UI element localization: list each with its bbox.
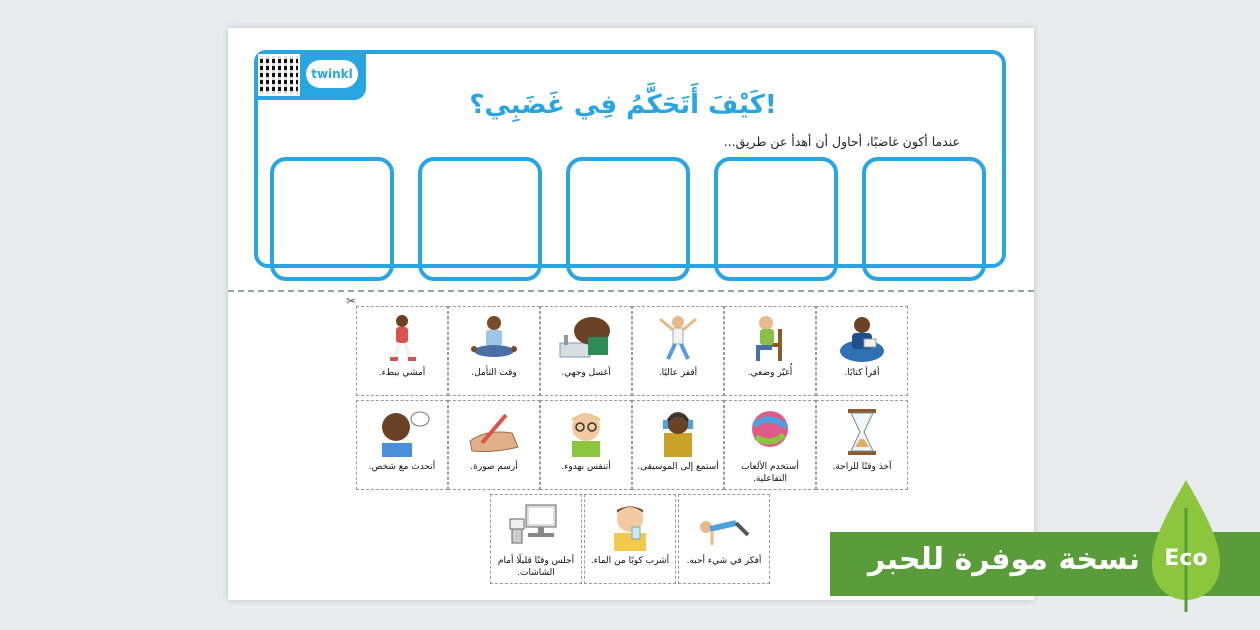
reading-child-icon [834, 313, 890, 363]
strategy-card[interactable] [632, 400, 724, 490]
strategy-card[interactable] [356, 400, 448, 490]
worksheet-frame [254, 50, 1006, 268]
child-headphones-icon [650, 407, 706, 457]
card-label: وقت التأمل. [471, 368, 517, 378]
computer-icon [508, 501, 564, 551]
talking-child-icon [374, 407, 430, 457]
strategy-card[interactable] [356, 306, 448, 396]
child-on-chair-icon [742, 313, 798, 363]
answer-box-2[interactable] [714, 157, 838, 281]
worksheet-subtitle: عندما أكون غاضبًا، أحاول أن أهدأ عن طريق... [723, 134, 960, 149]
card-label: أستخدم الألعاب التفاعلية. [741, 462, 799, 484]
strategy-card[interactable] [490, 494, 582, 584]
jumping-child-icon [650, 313, 706, 363]
strategy-card[interactable] [632, 306, 724, 396]
eco-banner-text: نسخة موفرة للحبر [868, 542, 1140, 577]
drawing-hand-icon [466, 407, 522, 457]
yoga-child-icon [696, 501, 752, 551]
card-label: أشرب كوبًا من الماء. [590, 556, 670, 566]
answer-box-3[interactable] [566, 157, 690, 281]
card-label: أتنفس بهدوء. [561, 462, 611, 472]
brand-logo: twinkl [306, 60, 358, 88]
answer-box-5[interactable] [270, 157, 394, 281]
card-label: أتحدث مع شخص. [368, 462, 436, 472]
card-label: أُغيّر وضعي. [747, 368, 793, 378]
card-label: أستمع إلى الموسيقى. [637, 462, 719, 472]
strategy-card[interactable] [724, 400, 816, 490]
card-label: أقرأ كتابًا. [844, 368, 880, 378]
strategy-card[interactable] [724, 306, 816, 396]
strategy-card[interactable] [540, 400, 632, 490]
strategy-card[interactable] [540, 306, 632, 396]
washing-face-icon [558, 313, 614, 363]
child-drinking-icon [602, 501, 658, 551]
leaf-icon [1146, 478, 1226, 612]
card-label: أجلس وقتًا قليلًا أمام الشاشات. [497, 556, 575, 578]
qr-code-icon [260, 56, 298, 94]
brand-tab [254, 50, 366, 100]
strategy-card[interactable] [448, 400, 540, 490]
worksheet-title: كَيْفَ أَتَحَكَّمُ فِي غَضَبِي؟! [469, 90, 777, 120]
strategy-card[interactable] [584, 494, 676, 584]
strategy-card[interactable] [678, 494, 770, 584]
card-label: أفكر في شيء أحبه. [686, 556, 762, 566]
meditating-child-icon [466, 313, 522, 363]
card-label: أرسم صورة. [470, 462, 518, 472]
stress-ball-icon [742, 407, 798, 457]
child-glasses-icon [558, 407, 614, 457]
walking-child-icon [374, 313, 430, 363]
hourglass-icon [834, 407, 890, 457]
strategy-card[interactable] [816, 306, 908, 396]
card-label: آخذ وقتًا للراحة. [832, 462, 892, 472]
scissors-icon: ✂ [346, 294, 357, 308]
eco-word: Eco [1164, 546, 1208, 571]
strategy-card[interactable] [448, 306, 540, 396]
card-label: أمشي ببطء. [378, 368, 426, 378]
strategy-card[interactable] [816, 400, 908, 490]
worksheet-page [228, 28, 1034, 600]
card-label: أقفز عاليًا. [658, 368, 698, 378]
answer-box-1[interactable] [862, 157, 986, 281]
answer-box-4[interactable] [418, 157, 542, 281]
card-label: أغسل وجهي. [561, 368, 611, 378]
cut-line [228, 290, 1034, 292]
